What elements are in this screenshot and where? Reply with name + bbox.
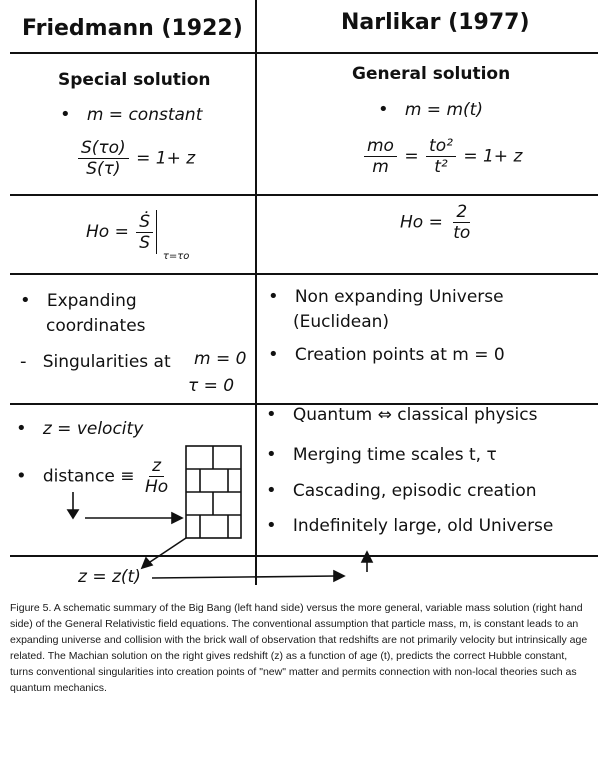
bullet-icon: • bbox=[16, 418, 27, 439]
right-redshift-rhs: = 1+ z bbox=[463, 146, 523, 167]
right-hubble-den: to bbox=[453, 223, 471, 243]
left-distance-num: z bbox=[149, 456, 164, 477]
brick-wall-icon bbox=[186, 446, 241, 538]
left-mass-item bbox=[60, 104, 202, 125]
bullet-icon: • bbox=[268, 286, 279, 307]
right-row4-line4: Indefinitely large, old Universe bbox=[292, 516, 554, 536]
right-column-header: Narlikar (1977) bbox=[341, 10, 530, 35]
left-column-header: Friedmann (1922) bbox=[22, 16, 243, 41]
right-row4-line3: Cascading, episodic creation bbox=[292, 481, 537, 501]
right-row4-line2: Merging time scales t, τ bbox=[292, 445, 497, 465]
left-hubble-formula bbox=[86, 210, 189, 262]
left-hubble-num: Ṡ bbox=[136, 212, 153, 233]
right-redshift-eq: = bbox=[404, 146, 419, 167]
left-redshift-num: S(τo) bbox=[78, 138, 129, 159]
left-singularities-item bbox=[20, 351, 171, 372]
bullet-icon: • bbox=[20, 290, 31, 311]
bullet-icon: • bbox=[378, 99, 389, 120]
left-distance-lhs: distance ≡ bbox=[42, 466, 135, 487]
left-hubble-lhs: Ho = bbox=[86, 222, 129, 242]
left-row3-m-zero: m = 0 bbox=[194, 349, 247, 369]
left-mass-text: m = constant bbox=[86, 105, 203, 125]
bullet-icon: • bbox=[268, 344, 279, 365]
left-subheader: Special solution bbox=[58, 70, 211, 90]
right-row3-line3: Creation points at m = 0 bbox=[294, 345, 505, 365]
left-row3-line3: Singularities at bbox=[42, 352, 171, 372]
bullet-icon: • bbox=[60, 104, 71, 125]
right-redshift-num2: to² bbox=[426, 136, 456, 157]
figure-caption: Figure 5. A schematic summary of the Big Bang (left hand side) versus the more general, variable mass solution (right hand side) of the General Relativistic field equations. The conventional assumption that particle mass, m, is constant leads to an expanding universe and collision with the brick wall of observation that redshifts are not primarily velocity but intrinsically age related. The Machian solution on the right gives redshift (z) as a function of age (t), predicts the correct Hubble constant, turns conventional singularities into creation points of "new" matter and permits connection with non-local theories such as quantum mechanics. bbox=[10, 602, 588, 694]
bullet-icon: • bbox=[266, 515, 277, 536]
bullet-icon: • bbox=[266, 480, 277, 501]
right-redshift-formula bbox=[362, 136, 522, 177]
right-hubble-formula bbox=[400, 202, 475, 243]
right-quantum-item bbox=[266, 404, 537, 425]
right-creation-item bbox=[268, 344, 505, 365]
right-mass-text: m = m(t) bbox=[404, 100, 483, 120]
left-redshift-den: S(τ) bbox=[86, 159, 121, 179]
left-row3-line2: coordinates bbox=[46, 316, 146, 336]
right-redshift-den2: t² bbox=[434, 157, 448, 177]
left-expanding-item bbox=[20, 290, 137, 311]
bullet-icon: • bbox=[266, 444, 277, 465]
right-timescales-item bbox=[266, 444, 497, 465]
left-distance-den: Ho bbox=[144, 477, 169, 497]
left-row3-line1: Expanding bbox=[46, 291, 137, 311]
bullet-icon: • bbox=[16, 465, 27, 487]
right-mass-item bbox=[378, 99, 483, 120]
right-nonexpanding-item bbox=[268, 286, 504, 307]
right-cascading-item bbox=[266, 480, 537, 501]
right-row3-line2: (Euclidean) bbox=[293, 312, 390, 332]
left-distance-item bbox=[16, 456, 173, 497]
right-hubble-num: 2 bbox=[453, 202, 470, 223]
right-redshift-den1: m bbox=[372, 157, 389, 177]
right-subheader: General solution bbox=[352, 64, 511, 84]
left-velocity-item bbox=[16, 418, 143, 439]
evaluation-bar bbox=[156, 210, 157, 254]
right-redshift-num1: mo bbox=[364, 136, 397, 157]
right-universe-item bbox=[266, 515, 553, 536]
left-hubble-den: S bbox=[139, 232, 151, 253]
left-row3-tau-zero: τ = 0 bbox=[188, 376, 235, 396]
right-row3-line1: Non expanding Universe bbox=[294, 287, 504, 307]
bottom-redshift-label: z = z(t) bbox=[78, 567, 141, 587]
left-redshift-formula bbox=[76, 138, 195, 179]
bullet-icon: • bbox=[266, 404, 277, 425]
left-hubble-sub: τ=τo bbox=[162, 251, 190, 262]
bullet-icon: - bbox=[20, 351, 27, 372]
right-row4-line1: Quantum ⇔ classical physics bbox=[292, 405, 538, 425]
left-velocity-text: z = velocity bbox=[42, 419, 144, 439]
left-redshift-rhs: = 1+ z bbox=[136, 148, 196, 169]
right-hubble-lhs: Ho = bbox=[400, 212, 443, 233]
